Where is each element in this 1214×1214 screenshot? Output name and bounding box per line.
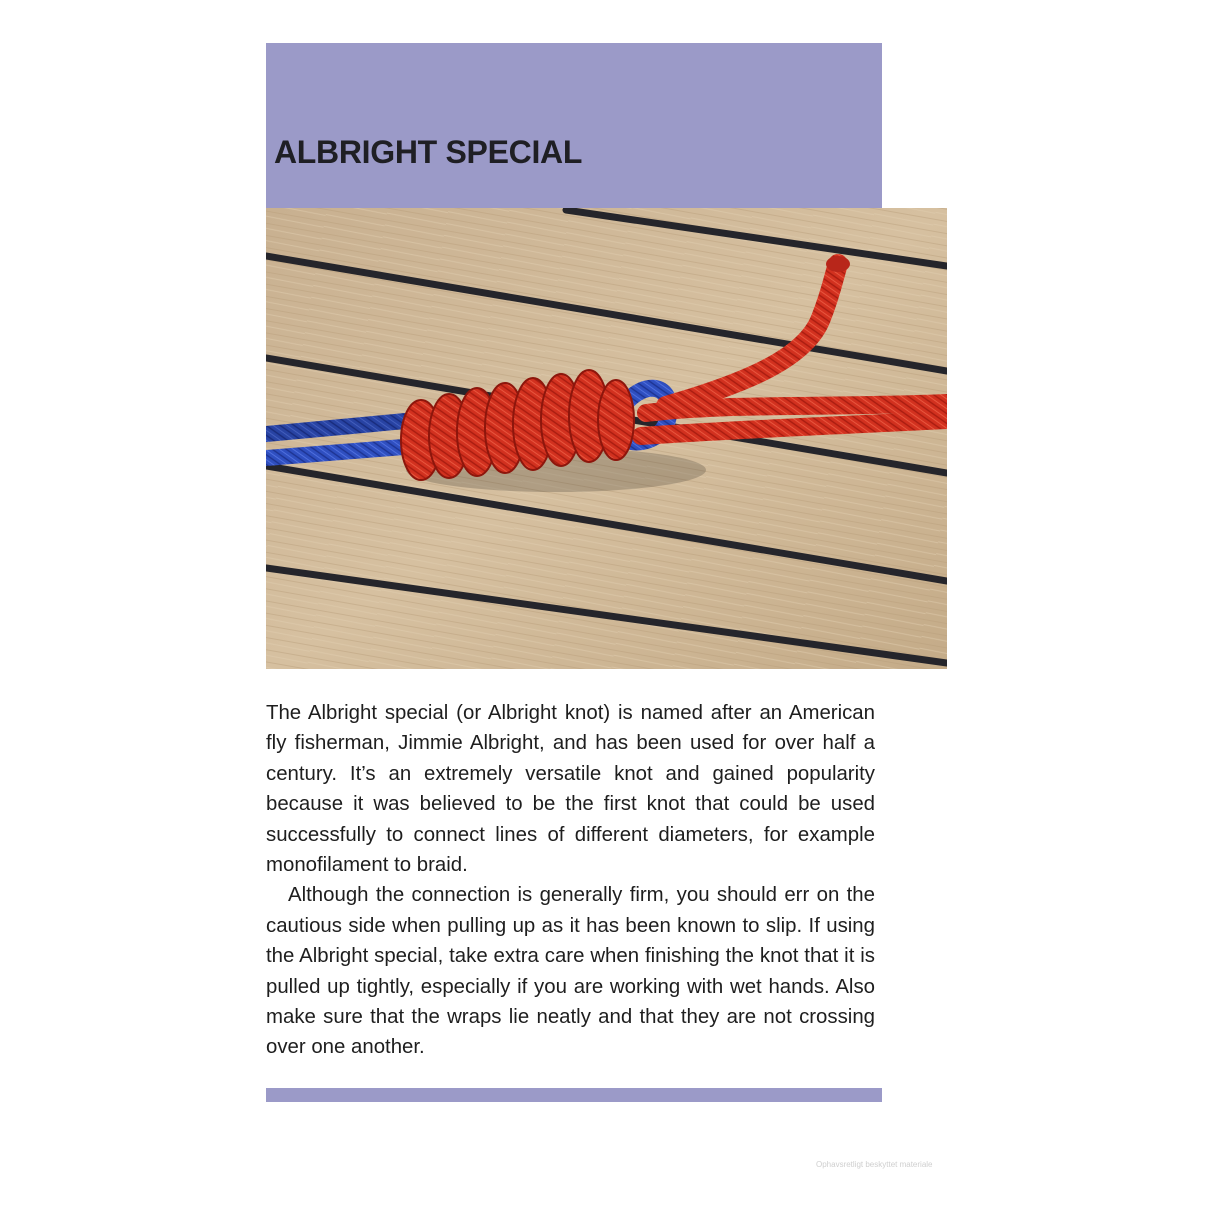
header-band [266,43,882,209]
footer-band [266,1088,882,1102]
albright-knot-photo [266,208,947,669]
copyright-watermark: Ophavsretligt beskyttet materiale [816,1160,933,1169]
body-text [266,698,875,1063]
paragraph: Although the connection is generally firm, you should err on the cautious side when pulling up as it has been known to slip. If using the Albright special, take extra care when finishing the knot that it is pulled up tightly, especially if you are working with wet hands. Also make sure that the wraps lie neatly and that they are not crossing over one another. [266,884,875,1059]
paragraph: The Albright special (or Albright knot) is named after an American fly fisherman, Jimmie Albright, and has been used for over half a century. It’s an extremely versatile knot and gained popularity because it was believed to be the first knot that could be used successfully to connect lines of different diameters, for example monofilament to braid. [266,702,875,877]
page-title: ALBRIGHT SPECIAL [274,134,583,170]
